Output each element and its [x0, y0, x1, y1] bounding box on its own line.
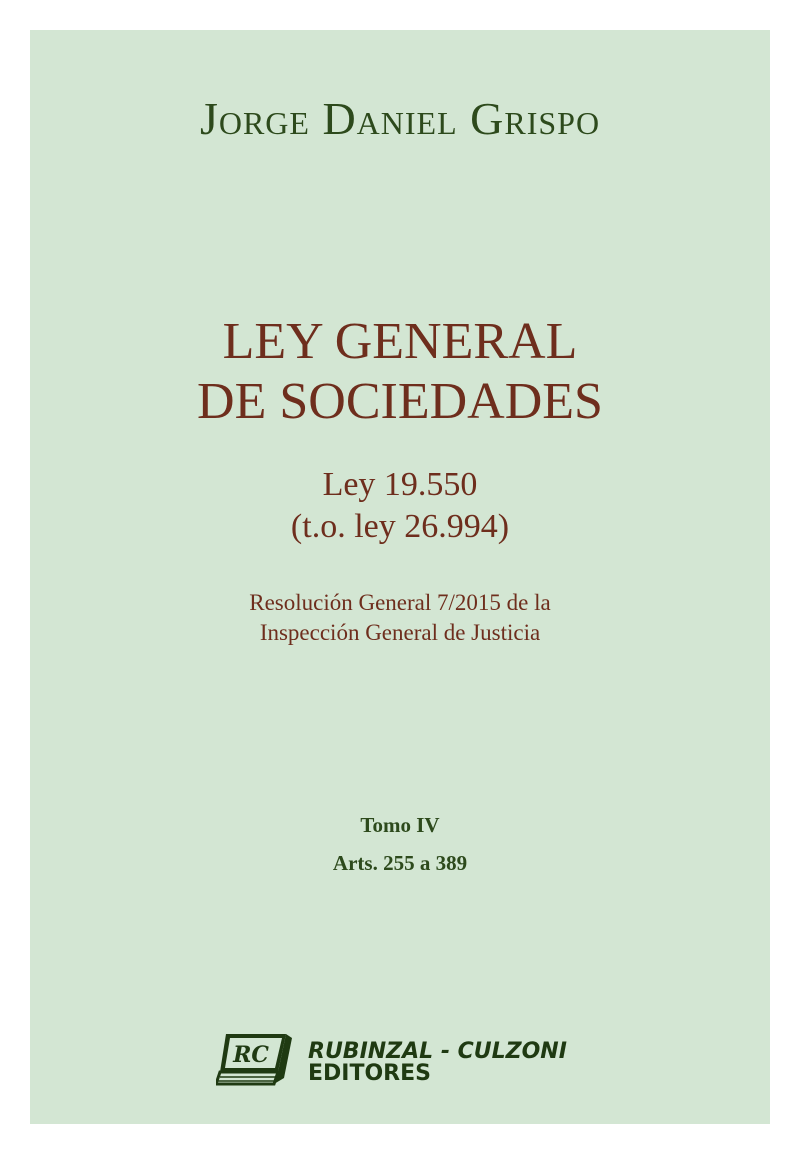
volume-info: [30, 806, 770, 882]
publisher-block: [216, 1028, 596, 1092]
publisher-logo-monogram: RC: [233, 1042, 269, 1068]
volume-number: Tomo IV: [360, 813, 440, 837]
publisher-book-logo-icon: [216, 1028, 296, 1090]
articles-range: Arts. 255 a 389: [332, 851, 468, 875]
resolution-line-2: Inspección General de Justicia: [259, 620, 541, 645]
publisher-name: RUBINZAL - CULZONI: [308, 1039, 567, 1064]
author-name: Jorge Daniel Grispo: [199, 93, 601, 144]
law-text: (t.o. ley 26.994): [290, 508, 510, 545]
title-line-2: DE SOCIEDADES: [197, 373, 603, 430]
publisher-subtitle: EDITORES: [308, 1061, 431, 1086]
title-line-1: LEY GENERAL: [222, 313, 578, 370]
book-cover: [30, 30, 770, 1124]
law-reference: [30, 464, 770, 548]
resolution-line-1: Resolución General 7/2015 de la: [249, 590, 551, 615]
book-title: [30, 312, 770, 432]
law-number: Ley 19.550: [322, 466, 478, 503]
resolution-reference: [30, 588, 770, 648]
